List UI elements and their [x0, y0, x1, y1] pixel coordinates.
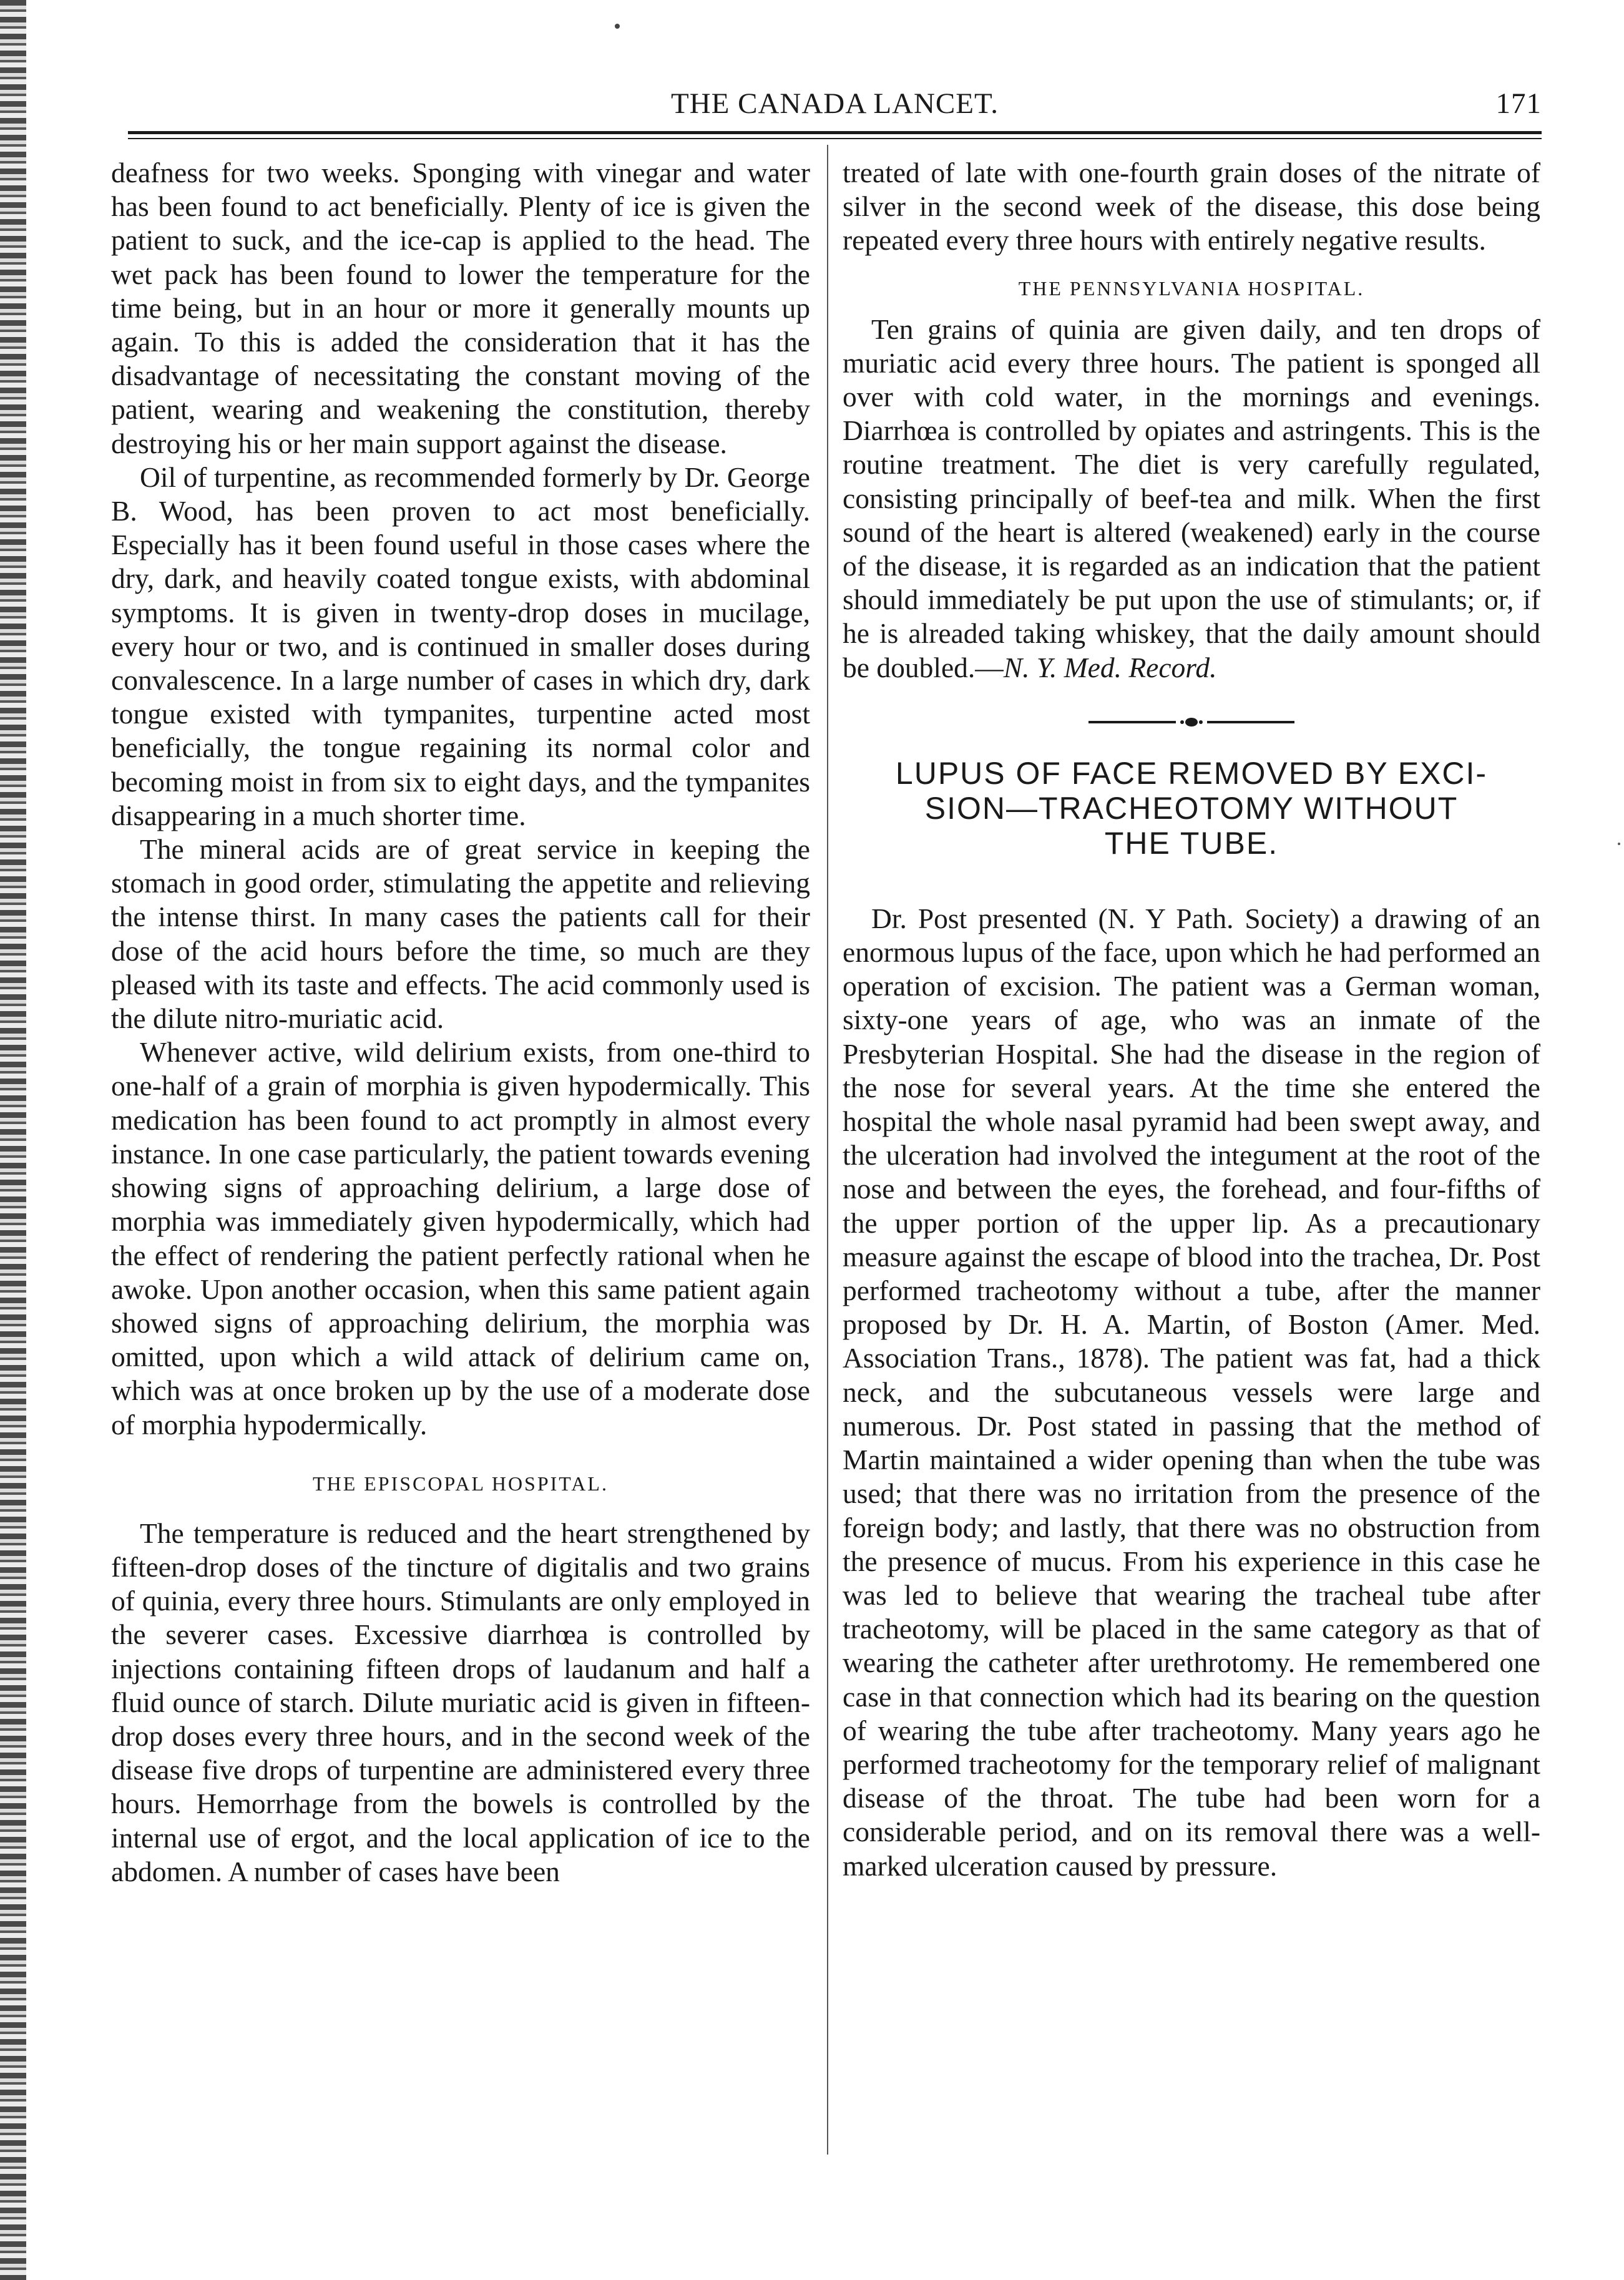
running-header: [128, 84, 1542, 128]
paragraph: The temperature is reduced and the heart strengthened by fifteen-drop doses of the tincture of digitalis and two grains of quinia, every three hours. Stimulants are only employed in the severer cases. Excessive diarrhœa is controlled by injections containing fifteen drops of laudanum and half a fluid ounce of starch. Dilute muriatic acid is given in fifteen-drop doses every three hours, and in the second week of the disease five drops of turpentine are administered every three hours. Hemorrhage from the bowels is controlled by the internal use of ergot, and the local application of ice to the abdomen. A number of cases have been: [111, 1517, 810, 1887]
article-title: [843, 756, 1540, 861]
print-speck: [1618, 843, 1620, 845]
left-column: [111, 156, 810, 1889]
binding-edge: [0, 0, 26, 2280]
paragraph: Dr. Post presented (N. Y Path. Society) a drawing of an enormous lupus of the face, upon which he had performed an operation of excision. The patient was a German woman, sixty-one years of age, who was an inmate of the Presbyterian Hospital. She had the disease in the region of the nose for several years. At the time she entered the hospital the whole nasal pyramid had been swept away, and the ulceration had involved the integument at the root of the nose and between the eyes, the forehead, and four-fifths of the upper portion of the upper lip. As a precautionary measure against the escape of blood into the trachea, Dr. Post performed tracheotomy without a tube, after the manner proposed by Dr. H. A. Martin, of Boston (Amer. Med. Association Trans., 1878). The patient was fat, had a thick neck, and the subcutaneous vessels were large and numerous. Dr. Post stated in passing that the method of Martin maintained a wider opening than when the tube was used; that there was no irritation from the presence of the foreign body; and lastly, that there was no obstruction from the presence of mucus. From his experience in this case he was led to believe that wearing the tracheal tube after tracheotomy, will be placed in the same category as that of wearing the catheter after urethrotomy. He remembered one case in that connection which had its bearing on the question of wearing the tube after tracheotomy. Many years ago he performed tracheotomy for the temporary relief of malignant disease of the throat. The tube had been worn for a considerable period, and on its removal there was a well-marked ulceration caused by pressure.: [843, 902, 1540, 1882]
journal-title: THE CANADA LANCET.: [671, 87, 999, 120]
header-rule-thick: [128, 131, 1542, 134]
article-title-line: LUPUS OF FACE REMOVED BY EXCI-: [895, 755, 1488, 791]
page-number: 171: [1495, 87, 1542, 120]
citation: N. Y. Med. Record.: [1003, 651, 1217, 683]
column-divider: [827, 145, 828, 2155]
section-heading: THE PENNSYLVANIA HOSPITAL.: [1018, 276, 1365, 300]
paragraph: deafness for two weeks. Sponging with vinegar and water has been found to act beneficially. Plenty of ice is given the patient to suck, and the ice-cap is applied to the head. The wet pack has been found to lower the temperature for the time being, but in an hour or more it generally mounts up again. To this is added the consideration that it has the disadvantage of necessitating the constant moving of the patient, wearing and weakening the constitution, thereby destroying his or her main support against the disease.: [111, 157, 810, 459]
article-title-line: SION—TRACHEOTOMY WITHOUT: [924, 790, 1459, 826]
print-speck: [615, 24, 620, 29]
paragraph-text: Ten grains of quinia are given daily, and ten drops of muriatic acid every three hours. The patient is sponged all over with cold water, in the mornings and evenings. Diarrhœa is controlled by opiates and astringents. This is the routine treatment. The diet is very carefully regulated, consisting principally of beef-tea and milk. When the first sound of the heart is altered (weakened) early in the course of the disease, it is regarded as an indication that the patient should immediately be put upon the use of stimulants; or, if he is alreaded taking whiskey, that the daily amount should be doubled.—: [843, 313, 1540, 683]
paragraph: [843, 313, 1540, 685]
paragraph: Oil of turpentine, as recommended formerly by Dr. George B. Wood, has been proven to act most beneficially. Especially has it been found useful in those cases where the dry, dark, and heavily coated tongue exists, with abdominal symptoms. It is given in twenty-drop doses in mucilage, every hour or two, and is continued in smaller doses during convalescence. In a large number of cases in which dry, dark tongue existed with tympanites, turpentine acted most beneficially, the tongue regaining its normal color and becoming moist in from six to eight days, and the tympanites disappearing in a much shorter time.: [111, 461, 810, 831]
section-heading: THE EPISCOPAL HOSPITAL.: [313, 1472, 609, 1495]
ornament-divider: [1088, 715, 1294, 730]
right-column: [843, 156, 1540, 1883]
paragraph: The mineral acids are of great service in keeping the stomach in good order, stimulating the appetite and relieving the intense thirst. In many cases the patients call for their dose of the acid hours before the time, so much are they pleased with its taste and effects. The acid commonly used is the dilute nitro-muriatic acid.: [111, 833, 810, 1035]
header-rule-thin: [128, 138, 1542, 139]
paragraph: treated of late with one-fourth grain doses of the nitrate of silver in the second week of the disease, this dose being repeated every three hours with entirely negative results.: [843, 157, 1540, 257]
article-title-line: THE TUBE.: [1104, 825, 1279, 861]
paragraph: Whenever active, wild delirium exists, from one-third to one-half of a grain of morphia is given hypodermically. This medication has been found to act promptly in almost every instance. In one case particularly, the patient towards evening showing signs of approaching delirium, a large dose of morphia was immediately given hypodermically, which had the effect of rendering the patient perfectly rational when he awoke. Upon another occasion, when this same patient again showed signs of approaching delirium, the morphia was omitted, upon which a wild attack of delirium came on, which was at once broken up by the use of a moderate dose of morphia hypodermically.: [111, 1036, 810, 1441]
